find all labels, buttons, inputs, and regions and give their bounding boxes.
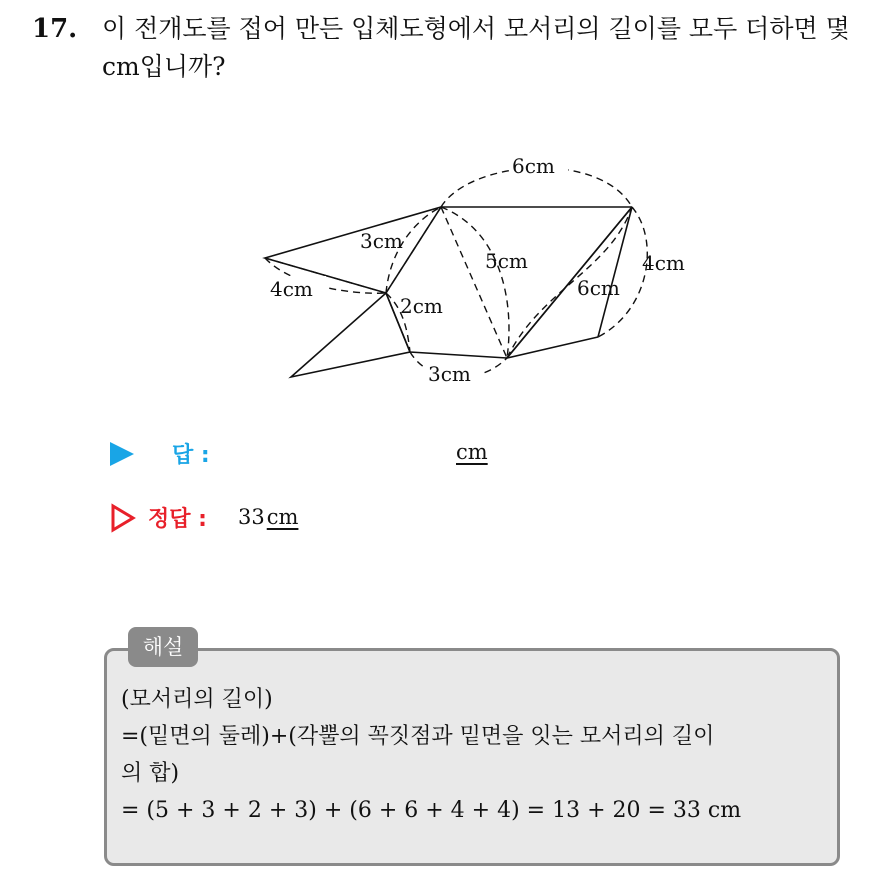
answer-row bbox=[110, 436, 610, 472]
correct-answer-number: 33 bbox=[238, 505, 265, 529]
answer-unit: cm bbox=[456, 440, 488, 464]
correct-answer-row bbox=[110, 500, 610, 536]
explanation-line: 의 합) bbox=[121, 761, 180, 786]
explanation-text bbox=[121, 681, 831, 829]
bottom-left-triangle-face bbox=[291, 293, 410, 377]
label-center-5cm: 5cm bbox=[485, 249, 528, 273]
explanation-line: (모서리의 길이) bbox=[121, 687, 273, 712]
correct-answer-label: 정답 : bbox=[148, 507, 207, 532]
hollow-play-arrow-icon bbox=[110, 503, 136, 533]
label-bottom-3cm: 3cm bbox=[428, 362, 471, 386]
label-top-6cm: 6cm bbox=[512, 154, 555, 178]
explanation-line: = (5 + 3 + 2 + 3) + (6 + 6 + 4 + 4) = 13 + 20 = 33 cm bbox=[121, 798, 742, 823]
explanation-box bbox=[104, 648, 840, 866]
arc-4cm-right bbox=[598, 207, 647, 337]
label-right-outer-4cm: 4cm bbox=[642, 251, 685, 275]
label-middle-2cm: 2cm bbox=[400, 294, 443, 318]
explanation-tab: 해설 bbox=[128, 627, 198, 667]
label-left-lower-4cm: 4cm bbox=[270, 277, 313, 301]
label-left-upper-3cm: 3cm bbox=[360, 229, 403, 253]
label-right-inner-6cm: 6cm bbox=[577, 276, 620, 300]
net-figure bbox=[240, 150, 710, 395]
fold-line-center bbox=[441, 207, 507, 358]
question-number: 17. bbox=[32, 14, 78, 44]
net-diagram bbox=[240, 150, 710, 395]
question-text: 이 전개도를 접어 만든 입체도형에서 모서리의 길이를 모두 더하면 몇 cm입니까? bbox=[102, 14, 850, 81]
answer-label: 답 : bbox=[172, 443, 210, 468]
play-arrow-icon bbox=[110, 442, 134, 466]
correct-answer-unit: cm bbox=[266, 505, 299, 529]
correct-answer-value bbox=[238, 505, 298, 529]
explanation-line: =(밑면의 둘레)+(각뿔의 꼭짓점과 밑면을 잇는 모서리의 길이 bbox=[121, 724, 715, 749]
